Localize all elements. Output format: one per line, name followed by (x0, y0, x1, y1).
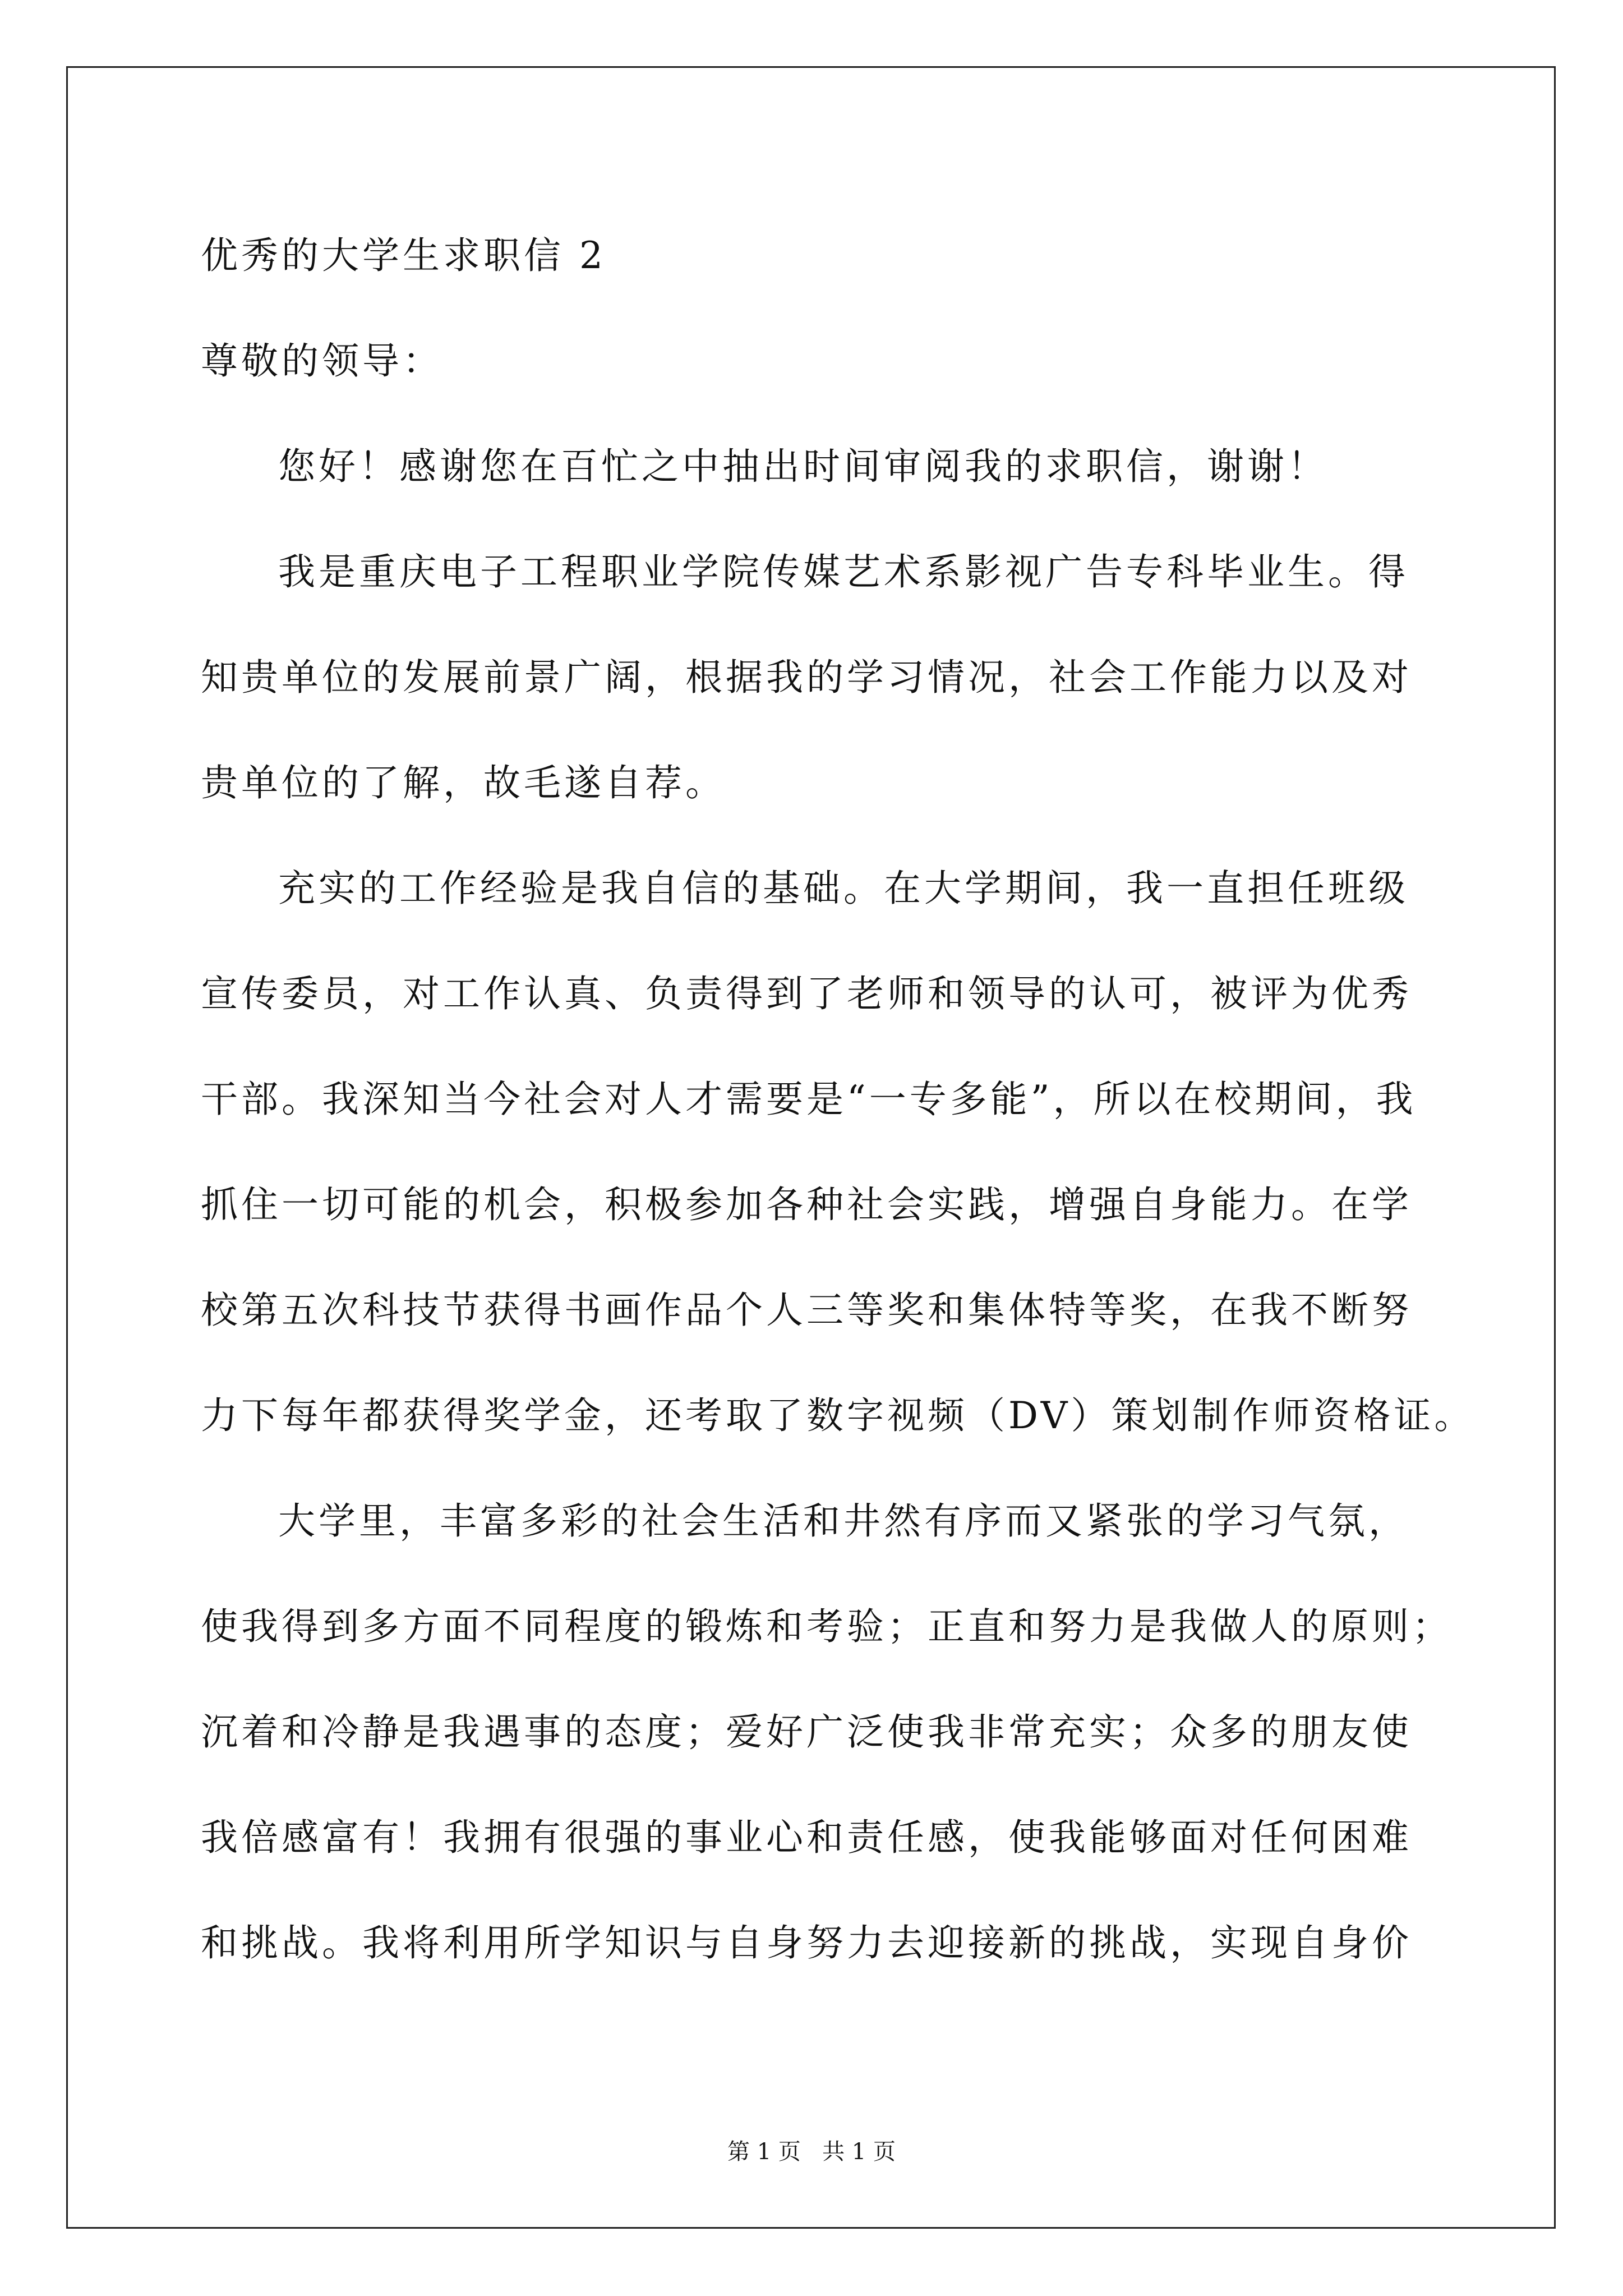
salutation: 尊敬的领导： (201, 339, 443, 383)
page-number-footer: 第 1 页 共 1 页 (727, 2139, 896, 2165)
document-body (201, 203, 1475, 1996)
body-line: 贵单位的了解，故毛遂自荐。 (201, 761, 726, 804)
body-line: 使我得到多方面不同程度的锻炼和考验；正直和努力是我做人的原则； (201, 1605, 1453, 1648)
body-line: 大学里，丰富多彩的社会生活和井然有序而又紧张的学习气氛， (278, 1499, 1409, 1543)
body-line: 抓住一切可能的机会，积极参加各种社会实践，增强自身能力。在学 (201, 1183, 1412, 1226)
body-line: 知贵单位的发展前景广阔，根据我的学习情况，社会工作能力以及对 (201, 656, 1412, 699)
body-line: 和挑战。我将利用所学知识与自身努力去迎接新的挑战，实现自身价 (201, 1921, 1412, 1964)
document-title: 优秀的大学生求职信 2 (201, 234, 606, 277)
body-line: 我是重庆电子工程职业学院传媒艺术系影视广告专科毕业生。得 (278, 550, 1409, 593)
body-line: 充实的工作经验是我自信的基础。在大学期间，我一直担任班级 (278, 867, 1409, 910)
body-line: 沉着和冷静是我遇事的态度；爱好广泛使我非常充实；众多的朋友使 (201, 1710, 1412, 1754)
body-line: 校第五次科技节获得书画作品个人三等奖和集体特等奖，在我不断努 (201, 1289, 1412, 1332)
body-line: 力下每年都获得奖学金，还考取了数字视频（DV）策划制作师资格证。 (201, 1394, 1475, 1437)
body-line: 宣传委员，对工作认真、负责得到了老师和领导的认可，被评为优秀 (201, 972, 1412, 1015)
body-line: 干部。我深知当今社会对人才需要是“一专多能”，所以在校期间，我 (201, 1078, 1417, 1121)
body-line: 我倍感富有！我拥有很强的事业心和责任感，使我能够面对任何困难 (201, 1816, 1412, 1859)
body-line: 您好！感谢您在百忙之中抽出时间审阅我的求职信，谢谢！ (278, 445, 1328, 488)
